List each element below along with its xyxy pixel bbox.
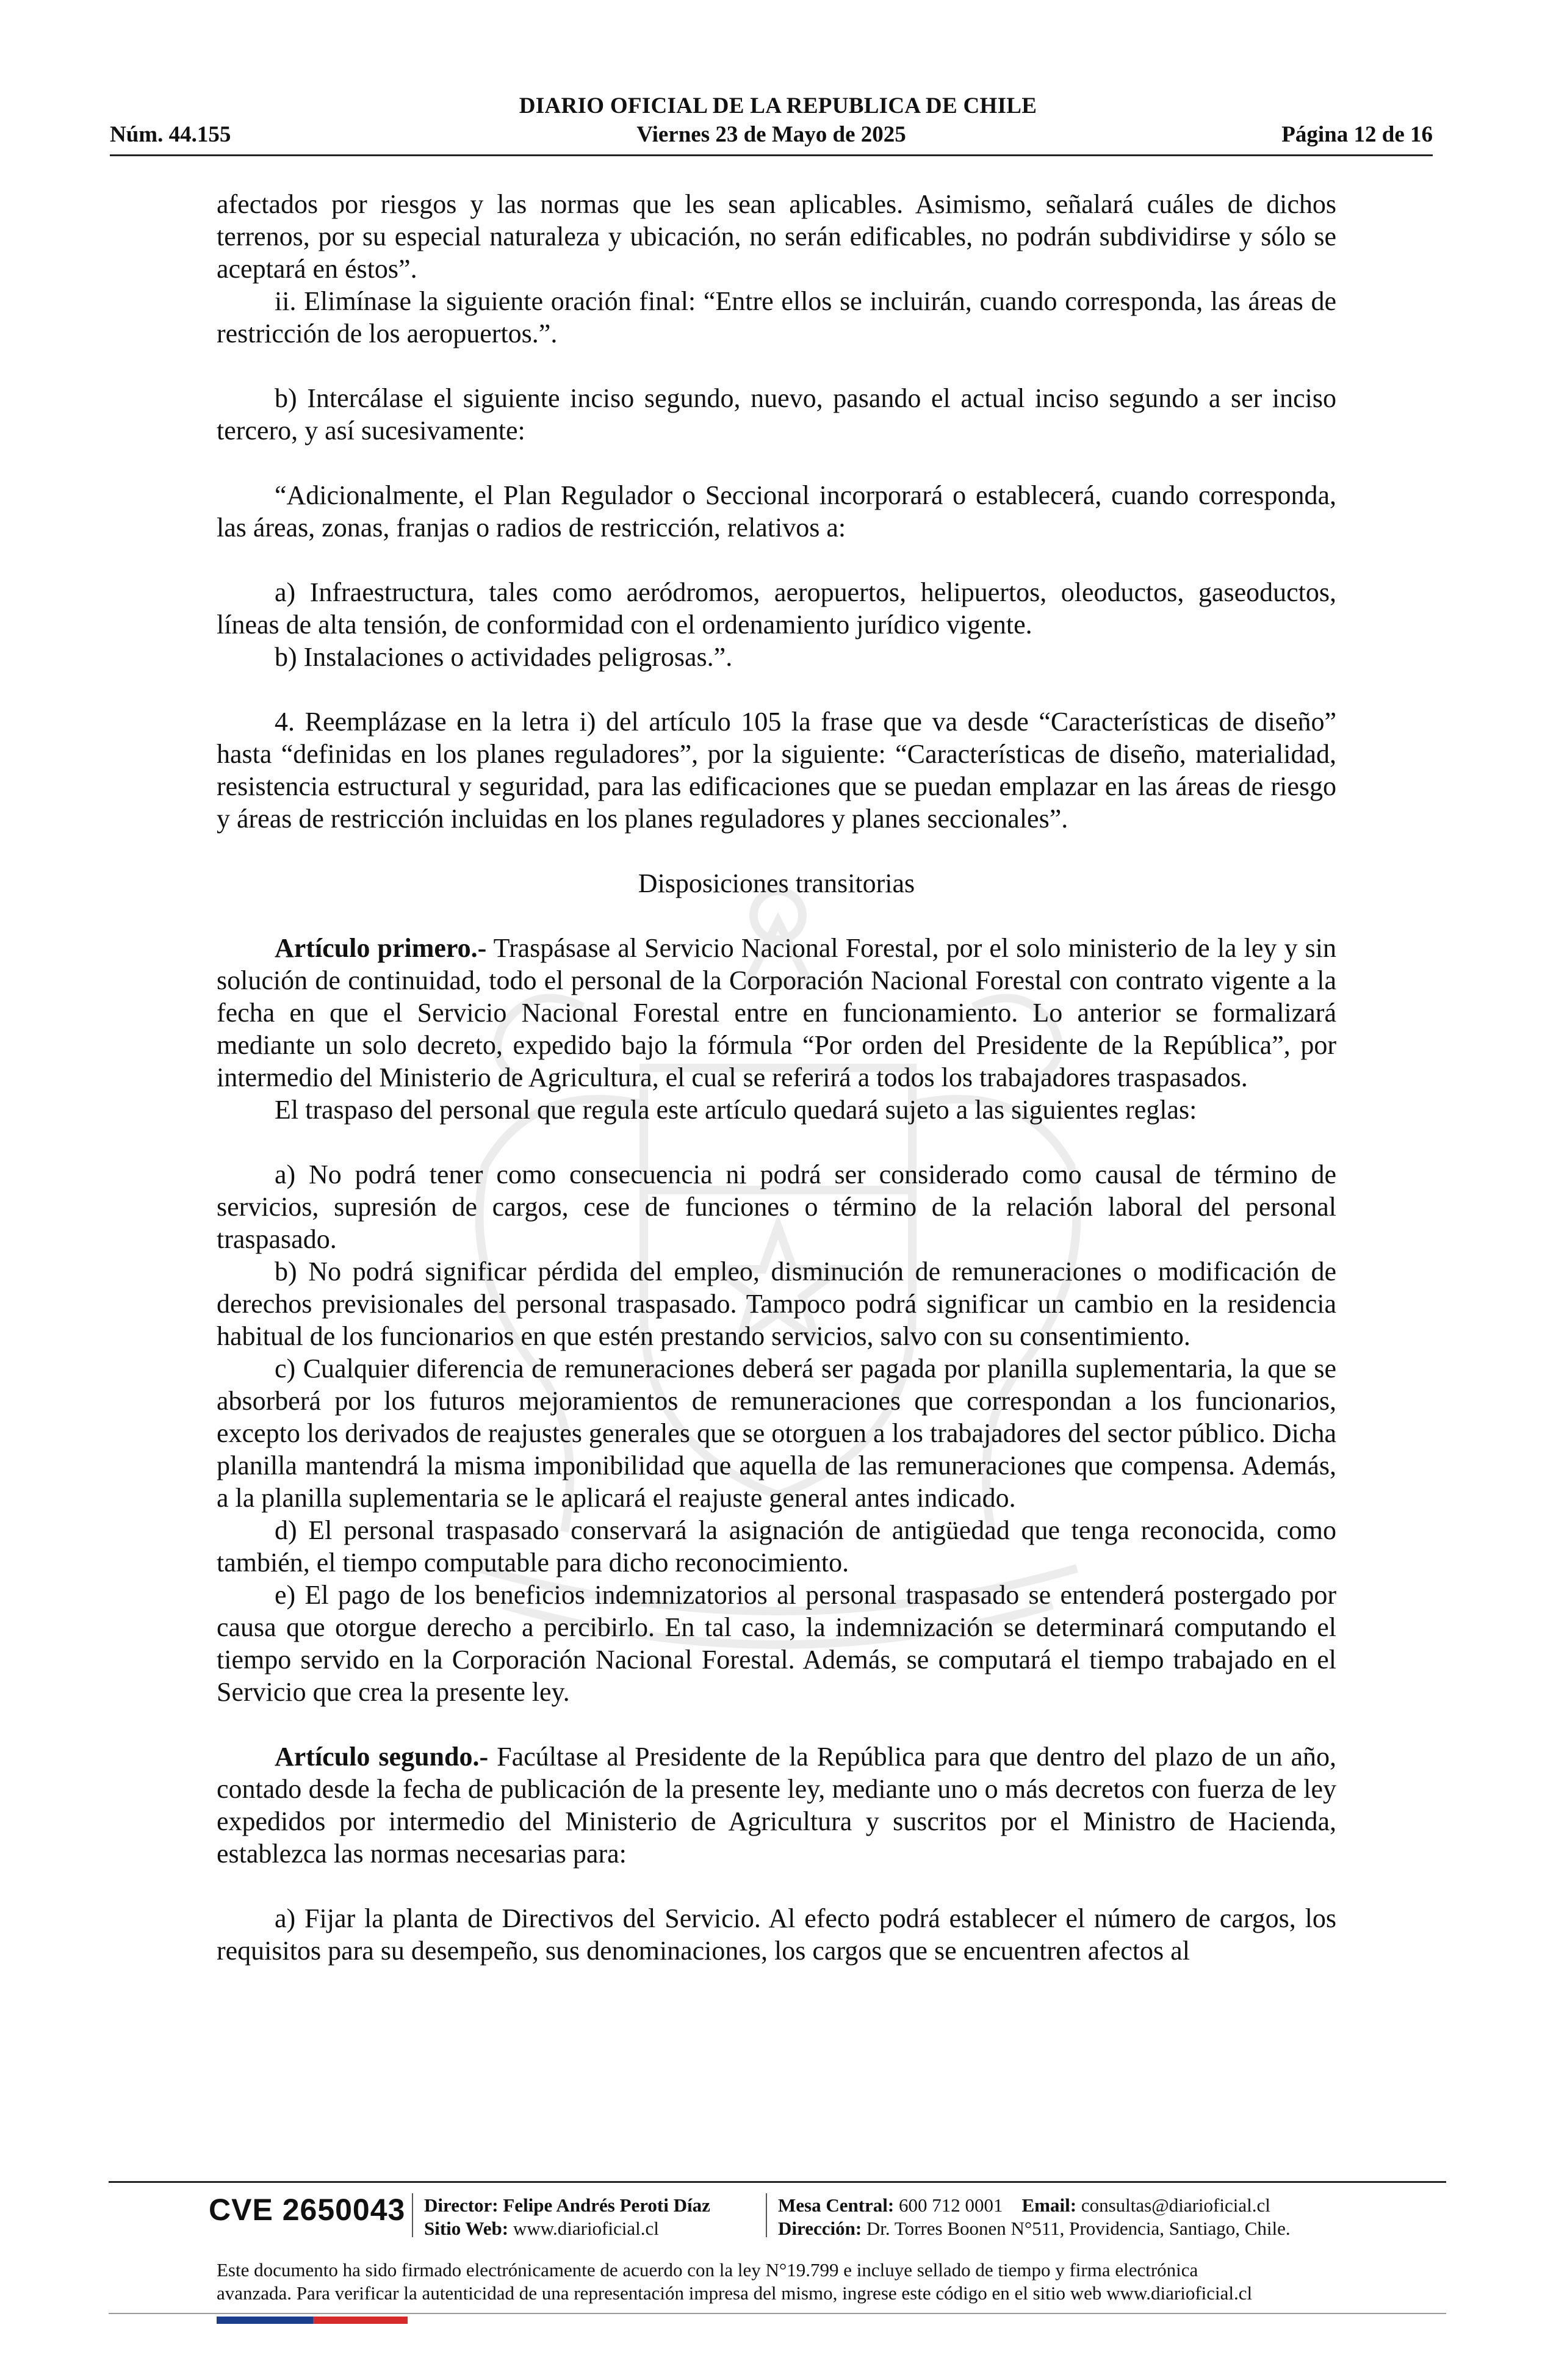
paragraph: “Adicionalmente, el Plan Regulador o Seccional incorporará o establecerá, cuando corresponda, las áreas, zonas, franjas o radios de restricción, relativos a: <box>217 480 1336 543</box>
article-paragraph <box>217 1740 1336 1870</box>
signature-notice <box>217 2259 1336 2305</box>
mesa-value: 600 712 0001 <box>899 2194 1003 2216</box>
rule-item: c) Cualquier diferencia de remuneraciones deberá ser pagada por planilla suplementaria, la que se absorberá por los futuros mejoramientos de remuneraciones que correspondan a los funcionarios, excepto los derivados de reajustes generales que se otorguen a los trabajadores del sector público. Dicha planilla mantendrá la misma imponibilidad que aquella de las remuneraciones que compensa. Además, a la planilla suplementaria se le aplicará el reajuste general antes indicado. <box>217 1354 1336 1513</box>
article-label: Artículo segundo.- <box>275 1742 489 1772</box>
address-label: Dirección: <box>778 2218 862 2239</box>
footer-separator <box>766 2193 767 2237</box>
email-label: Email: <box>1021 2194 1077 2216</box>
rule-item: e) El pago de los beneficios indemnizatorios al personal traspasado se entenderá postergado por causa que otorgue derecho a percibirlo. En tal caso, la indemnización se determinará computando el tiempo servido en la Corporación Nacional Forestal. Además, se computará el tiempo trabajado en el Servicio que crea la presente ley. <box>217 1580 1336 1707</box>
page-indicator: Página 12 de 16 <box>1281 122 1433 147</box>
article-text: Traspásase al Servicio Nacional Forestal, por el solo ministerio de la ley y sin solución de continuidad, todo el personal de la Corporación Nacional Forestal con contrato vigente a la fecha en que el Servicio Nacional Forestal entre en funcionamiento. Lo anterior se formalizará mediante un solo decreto, expedido bajo la fórmula “Por orden del Presidente de la República”, por intermedio del Ministerio de Agricultura, el cual se referirá a todos los trabajadores traspasados. <box>217 933 1336 1092</box>
paragraph: a) Fijar la planta de Directivos del Servicio. Al efecto podrá establecer el número de cargos, los requisitos para su desempeño, sus denominaciones, los cargos que se encuentren afectos al <box>217 1903 1336 1966</box>
rule-item: b) No podrá significar pérdida del empleo, disminución de remuneraciones o modificación de derechos previsionales del personal traspasado. Tampoco podrá significar un cambio en la residencia habitual de los funcionarios en que estén prestando servicios, salvo con su consentimiento. <box>217 1257 1336 1351</box>
issue-number: Núm. 44.155 <box>110 122 231 147</box>
director-label: Director: <box>424 2194 499 2216</box>
article-text: Facúltase al Presidente de la República para que dentro del plazo de un año, contado desde la fecha de publicación de la presente ley, mediante uno o más decretos con fuerza de ley expedidos por intermedio del Ministerio de Agricultura y suscritos por el Ministro de Hacienda, establezca las normas necesarias para: <box>217 1742 1337 1869</box>
address-value: Dr. Torres Boonen N°511, Providencia, Santiago, Chile. <box>866 2218 1291 2239</box>
email-link[interactable]: consultas@diarioficial.cl <box>1081 2194 1270 2216</box>
paragraph: 4. Reemplázase en la letra i) del artículo 105 la frase que va desde “Características de diseño” hasta “definidas en los planes reguladores”, por la siguiente: “Características de diseño, materialidad, resistencia estructural y seguridad, para las edificaciones que se puedan emplazar en las áreas de riesgo y áreas de restricción incluidas en los planes reguladores y planes seccionales”. <box>217 707 1336 834</box>
mesa-label: Mesa Central: <box>778 2194 895 2216</box>
footer-divider <box>109 2181 1446 2183</box>
paragraph: ii. Elimínase la siguiente oración final: “Entre ellos se incluirán, cuando corresponda, las áreas de restricción de los aeropuertos.”. <box>217 286 1336 348</box>
newspaper-title: DIARIO OFICIAL DE LA REPUBLICA DE CHILE <box>519 93 1037 118</box>
article-label: Artículo primero.- <box>275 933 487 963</box>
paragraph: afectados por riesgos y las normas que les sean aplicables. Asimismo, señalará cuáles de dichos terrenos, por su especial naturaleza y ubicación, no serán edificables, no podrán subdividirse y sólo se aceptará en éstos”. <box>217 189 1336 284</box>
flag-stripe-blue <box>217 2317 313 2324</box>
notice-line: Este documento ha sido firmado electrónicamente de acuerdo con la ley N°19.799 e incluye sellado de tiempo y firma electrónica <box>217 2259 1198 2281</box>
cve-code: CVE 2650043 <box>209 2193 406 2227</box>
rule-item: d) El personal traspasado conservará la asignación de antigüedad que tenga reconocida, como también, el tiempo computable para dicho reconocimiento. <box>217 1515 1336 1578</box>
header-row <box>110 121 1433 150</box>
director-name: Felipe Andrés Peroti Díaz <box>503 2194 710 2216</box>
site-link[interactable]: www.diarioficial.cl <box>513 2218 659 2239</box>
section-heading: Disposiciones transitorias <box>638 868 915 898</box>
footer-director-block <box>424 2194 710 2240</box>
issue-date: Viernes 23 de Mayo de 2025 <box>636 122 906 147</box>
footer-contact-block <box>778 2194 1291 2240</box>
site-label: Sitio Web: <box>424 2218 509 2239</box>
article-paragraph <box>217 932 1336 1094</box>
paragraph: b) Intercálase el siguiente inciso segundo, nuevo, pasando el actual inciso segundo a ser inciso tercero, y así sucesivamente: <box>217 383 1336 445</box>
document-body <box>217 188 1336 1967</box>
paragraph: El traspaso del personal que regula este artículo quedará sujeto a las siguientes reglas: <box>275 1095 1197 1125</box>
notice-line: avanzada. Para verificar la autenticidad de una representación impresa del mismo, ingrese este código en el sitio web www.diarioficial.cl <box>217 2282 1253 2304</box>
rule-item: a) No podrá tener como consecuencia ni podrá ser considerado como causal de término de servicios, supresión de cargos, cese de funciones o término de la relación laboral del personal traspasado. <box>217 1159 1336 1254</box>
paragraph: a) Infraestructura, tales como aeródromos, aeropuertos, helipuertos, oleoductos, gaseoductos, líneas de alta tensión, de conformidad con el ordenamiento jurídico vigente. <box>217 577 1336 640</box>
footer-bottom-rule <box>109 2313 1446 2314</box>
flag-stripe-red <box>313 2317 408 2324</box>
footer-separator <box>412 2193 413 2237</box>
paragraph: b) Instalaciones o actividades peligrosas.”. <box>275 642 733 672</box>
header-divider <box>110 154 1433 156</box>
